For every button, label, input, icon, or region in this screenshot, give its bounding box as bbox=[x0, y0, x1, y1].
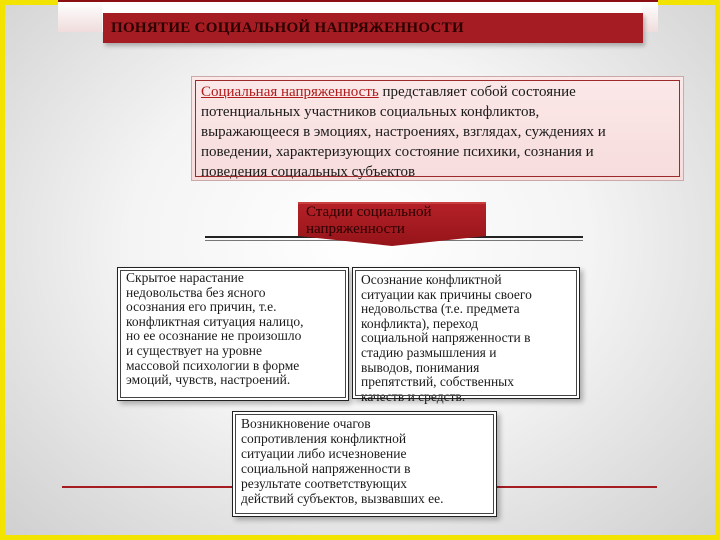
stage-2-line: ситуации как причины своего bbox=[361, 286, 532, 302]
stage-2-line: конфликта), переход bbox=[361, 315, 479, 331]
title-bar-right-tab bbox=[642, 2, 658, 32]
definition-line: поведении, характеризующих состояние психики, сознания и bbox=[201, 144, 594, 160]
bottom-rule-left bbox=[62, 486, 232, 488]
definition-box bbox=[191, 76, 684, 181]
definition-term: Социальная напряженность bbox=[201, 84, 379, 100]
page-title: ПОНЯТИЕ СОЦИАЛЬНОЙ НАПРЯЖЕННОСТИ bbox=[103, 13, 643, 43]
stage-2-line: препятствий, собственных bbox=[361, 374, 514, 390]
stage-3-line: ситуации либо исчезновение bbox=[241, 446, 407, 461]
stage-3-line: действий субъектов, вызвавших ее. bbox=[241, 491, 444, 506]
stage-3-line: результате соответствующих bbox=[241, 476, 408, 491]
stages-label bbox=[306, 204, 484, 238]
stage-2-line: социальной напряженности в bbox=[361, 330, 531, 346]
stage-1-line: и существует на уровне bbox=[126, 342, 262, 358]
stage-3-box bbox=[232, 411, 497, 517]
stages-label-line: напряженности bbox=[306, 221, 405, 237]
stage-3-line: социальной напряженности в bbox=[241, 461, 411, 476]
definition-line bbox=[201, 82, 675, 102]
stage-1-line: Скрытое нарастание bbox=[126, 270, 244, 285]
stage-2-line: выводов, понимания bbox=[361, 359, 480, 375]
stage-2-line: качеств и средств. bbox=[361, 388, 466, 404]
stages-banner bbox=[298, 202, 486, 246]
stage-1-line: эмоций, чувств, настроений. bbox=[126, 372, 291, 388]
stage-1-line: недовольства без ясного bbox=[126, 284, 266, 300]
stage-2-line: недовольства (т.е. предмета bbox=[361, 301, 520, 317]
stage-2-box bbox=[352, 267, 580, 404]
stage-1-box bbox=[117, 267, 349, 401]
definition-line: выражающееся в эмоциях, настроениях, взглядах, суждениях и bbox=[201, 124, 606, 140]
definition-lead: представляет собой состояние bbox=[378, 84, 576, 100]
stage-1-line: массовой психологии в форме bbox=[126, 357, 300, 373]
stage-2-line: Осознание конфликтной bbox=[361, 272, 502, 287]
stage-3-line: сопротивления конфликтной bbox=[241, 431, 407, 446]
stages-label-line: Стадии социальной bbox=[306, 204, 432, 220]
bottom-rule-right bbox=[497, 486, 657, 488]
stage-3-line: Возникновение очагов bbox=[241, 416, 371, 431]
definition-line: потенциальных участников социальных конфликтов, bbox=[201, 104, 540, 120]
title-bar-left-tab bbox=[58, 2, 102, 32]
stage-1-line: осознания его причин, т.е. bbox=[126, 299, 277, 315]
stage-1-line: но ее осознание не произошло bbox=[126, 328, 302, 344]
stage-1-line: конфликтная ситуация налицо, bbox=[126, 313, 304, 329]
stage-2-line: стадию размышления и bbox=[361, 344, 497, 360]
definition-line: поведения социальных субъектов bbox=[201, 164, 416, 180]
